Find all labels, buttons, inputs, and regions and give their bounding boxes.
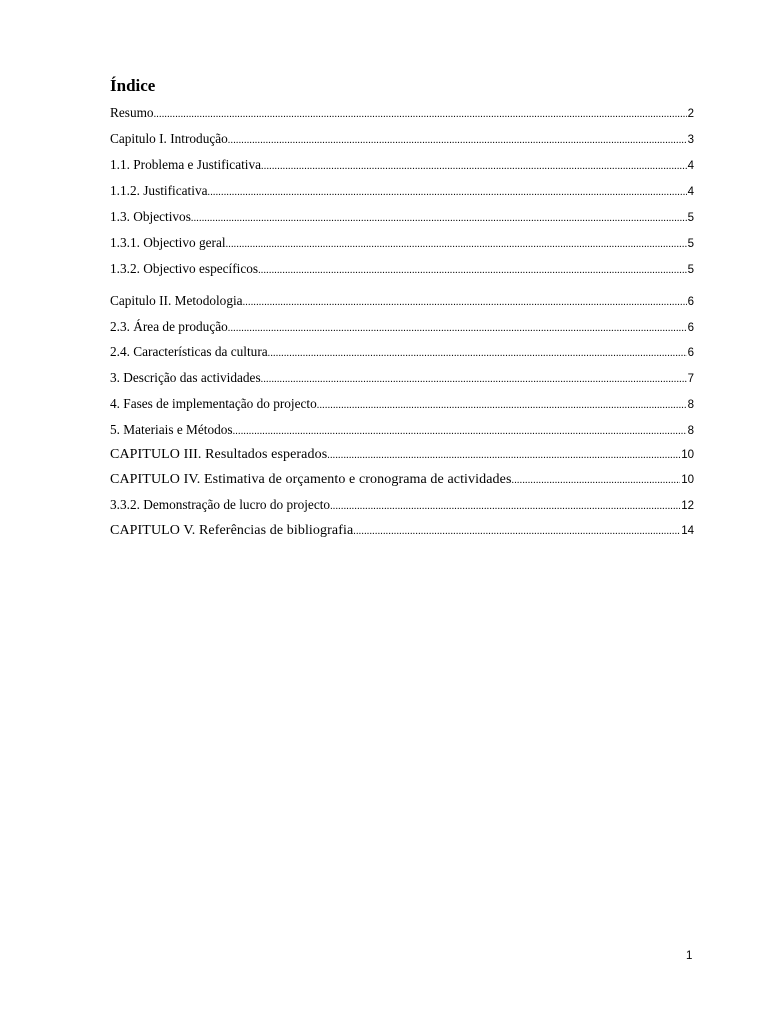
page-number: 1	[686, 950, 693, 962]
toc-entry-label: 1.1.2. Justificativa	[110, 183, 208, 198]
toc-entry-page: 4	[687, 186, 694, 198]
toc-entry-label: CAPITULO IV. Estimativa de orçamento e cronograma de actividades	[110, 472, 512, 487]
toc-dot-leader	[208, 184, 687, 202]
toc-entry-label: Capitulo II. Metodologia	[110, 293, 243, 308]
toc-entry-page: 14	[681, 525, 694, 537]
toc-entry-label: 2.4. Características da cultura	[110, 344, 268, 359]
toc-entry-label: CAPITULO III. Resultados esperados	[110, 447, 328, 462]
toc-dot-leader	[261, 371, 687, 389]
toc-entry[interactable]	[110, 496, 694, 514]
toc-entry-label: CAPITULO V. Referências de bibliografia	[110, 523, 354, 538]
toc-entry[interactable]	[110, 260, 694, 278]
toc-entry-label: 4. Fases de implementação do projecto	[110, 396, 317, 411]
toc-entry-label: 1.3. Objectivos	[110, 209, 191, 224]
toc-entry-page: 6	[687, 296, 694, 308]
toc-entry-page: 10	[681, 474, 694, 486]
toc-entry[interactable]	[110, 421, 694, 439]
toc-entry[interactable]	[110, 395, 694, 413]
toc-entry-label: Capitulo I. Introdução	[110, 131, 228, 146]
toc-entry[interactable]	[110, 130, 694, 148]
toc-entry-page: 12	[681, 500, 694, 512]
toc-dot-leader	[228, 132, 687, 150]
toc-entry-label: 1.3.2. Objectivo específicos	[110, 261, 259, 276]
toc-dot-leader	[154, 106, 687, 124]
toc-dot-leader	[330, 498, 680, 516]
toc-entry-page: 10	[681, 449, 694, 461]
toc-dot-leader	[261, 158, 687, 176]
toc-entry[interactable]	[110, 471, 694, 489]
toc-entry[interactable]	[110, 182, 694, 200]
toc-entry-label: Resumo	[110, 105, 154, 120]
toc-entry-page: 6	[687, 347, 694, 359]
toc-entry-page: 7	[687, 373, 694, 385]
toc-entry-label: 1.1. Problema e Justificativa	[110, 157, 262, 172]
toc-entry-label: 5. Materiais e Métodos	[110, 422, 233, 437]
toc-entry-page: 5	[687, 264, 694, 276]
toc-entry-label: 1.3.1. Objectivo geral	[110, 235, 226, 250]
toc-entry[interactable]	[110, 446, 694, 464]
toc-entry[interactable]	[110, 318, 694, 336]
toc-entry-page: 2	[687, 108, 694, 120]
toc-entry[interactable]	[110, 156, 694, 174]
toc-dot-leader	[191, 210, 687, 228]
toc-dot-leader	[327, 447, 680, 465]
toc-title: Índice	[110, 76, 156, 95]
toc-entry[interactable]	[110, 343, 694, 361]
toc-dot-leader	[268, 345, 687, 363]
toc-dot-leader	[353, 523, 680, 541]
toc-entry-label: 3. Descrição das actividades	[110, 370, 261, 385]
toc-entry-page: 3	[687, 134, 694, 146]
toc-dot-leader	[512, 472, 681, 490]
toc-entry-page: 4	[687, 160, 694, 172]
toc-entry-page: 5	[687, 212, 694, 224]
toc-entry[interactable]	[110, 369, 694, 387]
toc-entry[interactable]	[110, 234, 694, 252]
toc-dot-leader	[233, 423, 687, 441]
toc-entry-label: 2.3. Área de produção	[110, 319, 228, 334]
toc-entry-page: 5	[687, 238, 694, 250]
toc-dot-leader	[317, 397, 687, 415]
toc-dot-leader	[243, 294, 687, 312]
toc-entry-label: 3.3.2. Demonstração de lucro do projecto	[110, 497, 331, 512]
toc-entry[interactable]	[110, 522, 694, 540]
toc-entry[interactable]	[110, 208, 694, 226]
toc-dot-leader	[258, 262, 687, 280]
toc-entry-page: 8	[687, 399, 694, 411]
toc-dot-leader	[228, 320, 687, 338]
toc-entry-page: 6	[687, 322, 694, 334]
toc-entry[interactable]	[110, 104, 694, 122]
toc-entry-page: 8	[687, 425, 694, 437]
toc-dot-leader	[226, 236, 687, 254]
toc-entry[interactable]	[110, 292, 694, 310]
